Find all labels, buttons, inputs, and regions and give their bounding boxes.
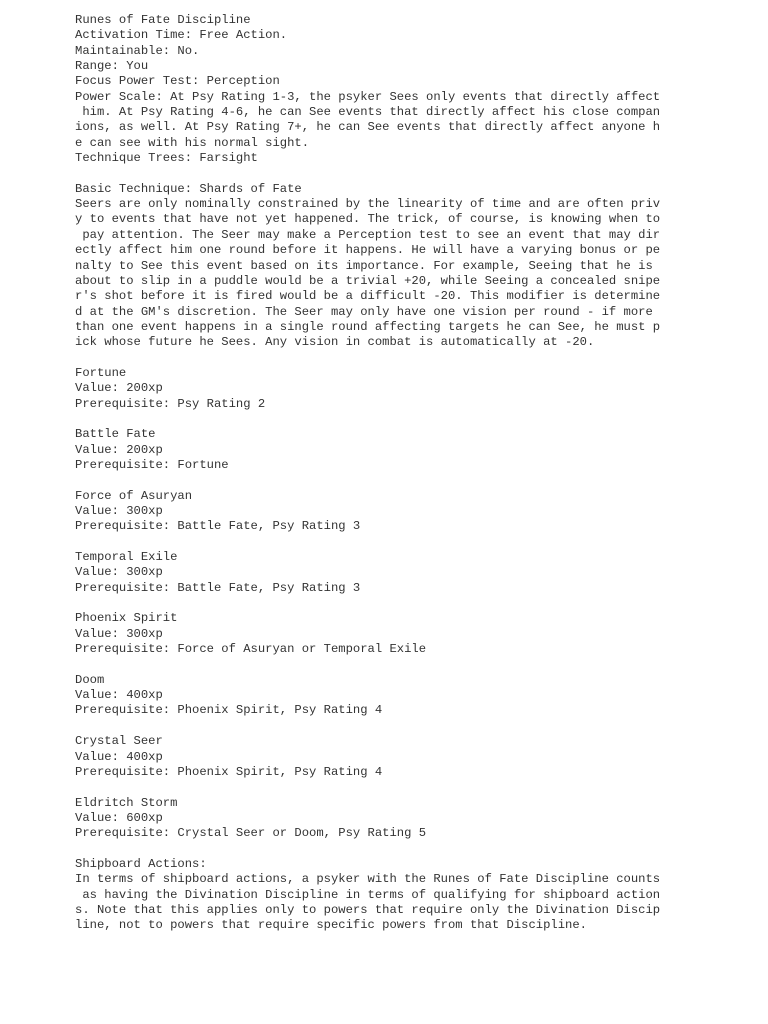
shipboard-section [75, 857, 755, 934]
discipline-header [75, 13, 755, 166]
power-scale-line: e can see with his normal sight. [75, 135, 310, 150]
technique-name: Crystal Seer [75, 734, 163, 749]
blank-line [75, 473, 755, 488]
maintainable: Maintainable: No. [75, 43, 200, 58]
basic-technique-text: r's shot before it is fired would be a difficult -20. This modifier is determine [75, 289, 661, 304]
blank-line [75, 842, 755, 857]
blank-line [75, 780, 755, 795]
technique-force-of-asuryan [75, 489, 755, 535]
technique-battle-fate [75, 427, 755, 473]
technique-phoenix-spirit [75, 611, 755, 657]
basic-technique-text: pay attention. The Seer may make a Perception test to see an event that may dir [75, 227, 661, 242]
blank-line [75, 166, 755, 181]
technique-prerequisite: Prerequisite: Battle Fate, Psy Rating 3 [75, 519, 361, 534]
technique-value: Value: 600xp [75, 810, 163, 825]
basic-technique-section [75, 182, 755, 351]
blank-line [75, 657, 755, 672]
power-scale-line: ions, as well. At Psy Rating 7+, he can See events that directly affect anyone h [75, 120, 661, 135]
technique-name: Doom [75, 672, 105, 687]
basic-technique-text: Seers are only nominally constrained by the linearity of time and are often priv [75, 197, 661, 212]
basic-technique-text: about to slip in a puddle would be a trivial +20, while Seeing a concealed snipe [75, 273, 661, 288]
basic-technique-text: than one event happens in a single round affecting targets he can See, he must p [75, 319, 661, 334]
technique-fortune [75, 366, 755, 412]
technique-prerequisite: Prerequisite: Battle Fate, Psy Rating 3 [75, 580, 361, 595]
basic-technique-title: Basic Technique: Shards of Fate [75, 181, 302, 196]
technique-prerequisite: Prerequisite: Fortune [75, 457, 229, 472]
document-page [75, 13, 755, 934]
technique-value: Value: 200xp [75, 442, 163, 457]
technique-name: Battle Fate [75, 427, 156, 442]
technique-name: Force of Asuryan [75, 488, 193, 503]
technique-prerequisite: Prerequisite: Psy Rating 2 [75, 396, 266, 411]
power-scale-line: him. At Psy Rating 4-6, he can See events that directly affect his close compan [75, 105, 661, 120]
basic-technique-text: ick whose future he Sees. Any vision in combat is automatically at -20. [75, 335, 595, 350]
shipboard-text: In terms of shipboard actions, a psyker with the Runes of Fate Discipline counts [75, 872, 661, 887]
basic-technique-text: d at the GM's discretion. The Seer may only have one vision per round - if more [75, 304, 653, 319]
shipboard-text: s. Note that this applies only to powers that require only the Divination Discip [75, 902, 661, 917]
technique-crystal-seer [75, 734, 755, 780]
range: Range: You [75, 59, 149, 74]
technique-value: Value: 400xp [75, 688, 163, 703]
blank-line [75, 596, 755, 611]
power-scale-line: Power Scale: At Psy Rating 1-3, the psyker Sees only events that directly affect [75, 89, 661, 104]
activation-time: Activation Time: Free Action. [75, 28, 288, 43]
technique-trees: Technique Trees: Farsight [75, 151, 258, 166]
technique-value: Value: 300xp [75, 565, 163, 580]
technique-name: Temporal Exile [75, 550, 178, 565]
focus-power-test: Focus Power Test: Perception [75, 74, 280, 89]
shipboard-text: as having the Divination Discipline in terms of qualifying for shipboard action [75, 887, 661, 902]
technique-temporal-exile [75, 550, 755, 596]
discipline-title: Runes of Fate Discipline [75, 13, 251, 27]
blank-line [75, 535, 755, 550]
technique-value: Value: 300xp [75, 626, 163, 641]
blank-line [75, 412, 755, 427]
technique-prerequisite: Prerequisite: Force of Asuryan or Temporal Exile [75, 642, 427, 657]
technique-prerequisite: Prerequisite: Phoenix Spirit, Psy Rating 4 [75, 764, 383, 779]
shipboard-text: line, not to powers that require specific powers from that Discipline. [75, 918, 587, 933]
basic-technique-text: nalty to See this event based on its importance. For example, Seeing that he is [75, 258, 653, 273]
technique-value: Value: 200xp [75, 381, 163, 396]
technique-eldritch-storm [75, 796, 755, 842]
technique-value: Value: 300xp [75, 504, 163, 518]
technique-doom [75, 673, 755, 719]
technique-name: Fortune [75, 365, 127, 380]
basic-technique-text: ectly affect him one round before it happens. He will have a varying bonus or pe [75, 243, 661, 258]
technique-value: Value: 400xp [75, 749, 163, 764]
technique-prerequisite: Prerequisite: Phoenix Spirit, Psy Rating 4 [75, 703, 383, 718]
shipboard-title: Shipboard Actions: [75, 856, 207, 871]
technique-name: Phoenix Spirit [75, 611, 178, 626]
technique-prerequisite: Prerequisite: Crystal Seer or Doom, Psy Rating 5 [75, 826, 427, 841]
basic-technique-text: y to events that have not yet happened. The trick, of course, is knowing when to [75, 212, 661, 227]
blank-line [75, 351, 755, 366]
technique-name: Eldritch Storm [75, 795, 178, 810]
blank-line [75, 719, 755, 734]
